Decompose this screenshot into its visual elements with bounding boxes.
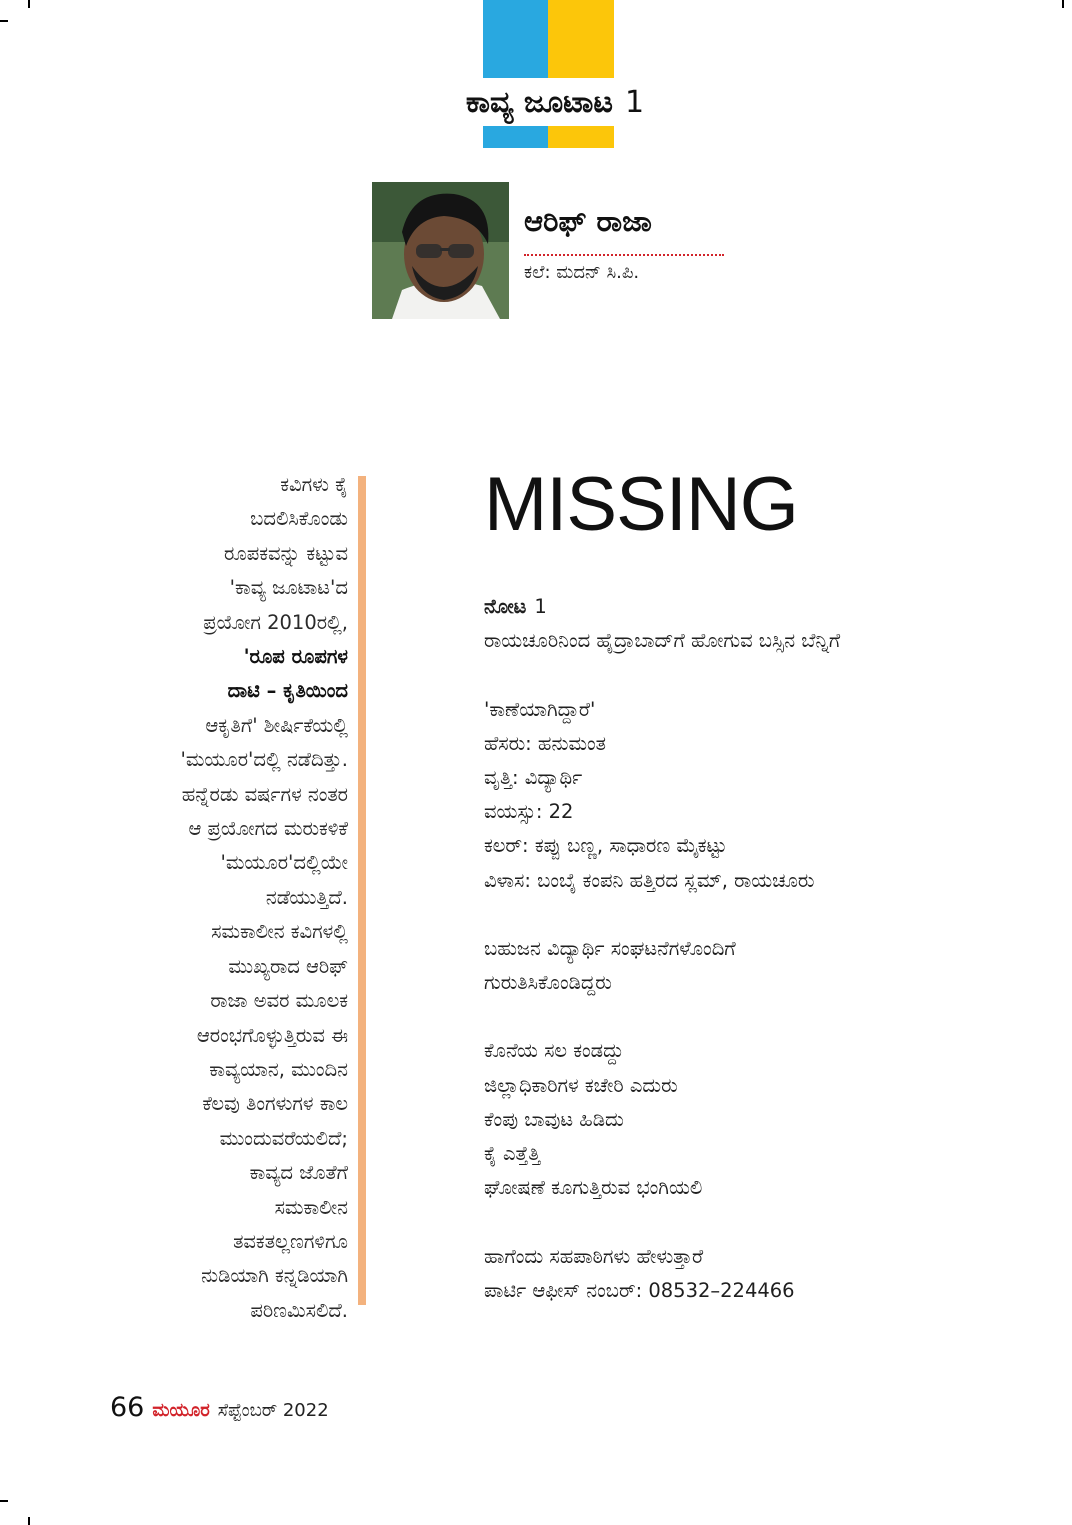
intro-line: ಕಾವ್ಯಯಾನ, ಮುಂದಿನ <box>209 1057 348 1081</box>
series-title <box>410 78 700 126</box>
crop-mark <box>28 0 30 8</box>
intro-line: ಆಕೃತಿಗೆ' ಶೀರ್ಷಿಕೆಯಲ್ಲಿ <box>205 713 348 737</box>
intro-line: 'ಕಾವ್ಯ ಜೂಟಾಟ'ದ <box>229 576 348 600</box>
crop-mark <box>0 20 8 22</box>
crop-mark <box>0 1500 8 1502</box>
intro-line: ರಾಜಾ ಅವರ ಮೂಲಕ <box>210 989 348 1013</box>
intro-line: ದಾಟಿ – ಕೃತಿಯಿಂದ <box>227 679 348 703</box>
artist-credit: ಕಲೆ: ಮದನ್ ಸಿ.ಪಿ. <box>524 262 640 283</box>
poem-line: ಪಾರ್ಟಿ ಆಫೀಸ್ ನಂಬರ್: 08532–224466 <box>484 1278 795 1302</box>
intro-line: ಆ ಪ್ರಯೋಗದ ಮರುಕಳಿಕೆ <box>188 817 348 841</box>
intro-line: ಬದಲಿಸಿಕೊಂಡು <box>250 507 348 531</box>
page-footer <box>110 1392 329 1423</box>
poem-body <box>484 590 1044 1308</box>
poem-line: ಘೋಷಣೆ ಕೂಗುತ್ತಿರುವ ಭಂಗಿಯಲಿ <box>484 1176 703 1200</box>
poem-line: ಕಲರ್: ಕಪ್ಪು ಬಣ್ಣ, ಸಾಧಾರಣ ಮೈಕಟ್ಟು <box>484 834 727 858</box>
intro-line: ಸಮಕಾಲೀನ ಕವಿಗಳಲ್ಲಿ <box>211 920 348 944</box>
author-divider <box>524 254 724 256</box>
intro-line: ಕವಿಗಳು ಕೈ <box>280 473 348 496</box>
intro-line: ನುಡಿಯಾಗಿ ಕನ್ನಡಿಯಾಗಿ <box>201 1264 348 1288</box>
poem-line: ವಯಸ್ಸು: 22 <box>484 800 574 824</box>
magazine-name: ಮಯೂರ <box>152 1400 210 1421</box>
intro-line: 'ರೂಪ ರೂಪಗಳ <box>243 645 348 669</box>
intro-line: 'ಮಯೂರ'ದಲ್ಲಿ ನಡೆದಿತ್ತು. <box>180 748 348 772</box>
stanza-break <box>484 658 1044 692</box>
poem-title: MISSING <box>484 462 798 547</box>
intro-line: ಪ್ರಯೋಗ 2010ರಲ್ಲಿ, <box>203 610 348 634</box>
poem-line: ಜಿಲ್ಲಾಧಿಕಾರಿಗಳ ಕಚೇರಿ ಎದುರು <box>484 1073 678 1097</box>
poem-line: 'ಕಾಣೆಯಾಗಿದ್ದಾರೆ' <box>484 697 596 721</box>
intro-line: ರೂಪಕವನ್ನು ಕಟ್ಟುವ <box>223 541 348 565</box>
intro-line: ಮುಖ್ಯರಾದ ಆರಿಫ್ <box>228 954 348 978</box>
poem-line: ಕೊನೆಯ ಸಲ ಕಂಡದ್ದು <box>484 1039 624 1063</box>
crop-mark <box>1062 0 1064 8</box>
poem-subhead <box>484 590 1044 624</box>
series-title-text: ಕಾವ್ಯ ಜೂಟಾಟ <box>465 84 613 120</box>
poem-line: ಬಹುಜನ ವಿದ್ಯಾರ್ಥಿ ಸಂಘಟನೆಗಳೊಂದಿಗೆ <box>484 936 736 960</box>
intro-line: ಪರಿಣಮಿಸಲಿದೆ. <box>250 1298 348 1322</box>
author-name: ಆರಿಫ್ ರಾಜಾ <box>524 204 652 238</box>
intro-line: ನಡೆಯುತ್ತಿದೆ. <box>265 885 348 909</box>
poem-line: ಕೈ ಎತ್ತೆತ್ತಿ <box>484 1142 541 1165</box>
intro-line: ತವಕತಲ್ಲಣಗಳಿಗೂ <box>233 1229 348 1253</box>
intro-line: ಕಾವ್ಯದ ಜೊತೆಗೆ <box>249 1161 348 1185</box>
intro-column <box>70 468 348 1328</box>
issue-date: ಸೆಪ್ಟೆಂಬರ್ 2022 <box>217 1400 329 1421</box>
intro-line: ಆರಂಭಗೊಳ್ಳುತ್ತಿರುವ ಈ <box>196 1023 348 1047</box>
poem-line: ವೃತ್ತಿ: ವಿದ್ಯಾರ್ಥಿ <box>484 765 583 789</box>
intro-line: ಹನ್ನೆರಡು ವರ್ಷಗಳ ನಂತರ <box>181 782 348 806</box>
poem-line: ಗುರುತಿಸಿಕೊಂಡಿದ್ದರು <box>484 971 612 995</box>
poem-line: ಹಾಗೆಂದು ಸಹಪಾಠಿಗಳು ಹೇಳುತ್ತಾರೆ <box>484 1244 704 1268</box>
poem-line: ರಾಯಚೂರಿನಿಂದ ಹೈದ್ರಾಬಾದ್‌ಗೆ ಹೋಗುವ ಬಸ್ಸಿನ ಬೆನ್ನಿಗೆ <box>484 629 841 653</box>
series-number: 1 <box>624 84 645 120</box>
author-photo <box>372 182 509 319</box>
poem-line: ಹೆಸರು: ಹನುಮಂತ <box>484 731 607 755</box>
intro-accent-bar <box>358 476 366 1305</box>
poem-line: ಕೆಂಪು ಬಾವುಟ ಹಿಡಿದು <box>484 1107 624 1131</box>
stanza-break <box>484 1205 1044 1239</box>
stanza-break <box>484 1000 1044 1034</box>
intro-line: ಮುಂದುವರೆಯಲಿದೆ; <box>219 1126 348 1150</box>
poem-subhead-label: ನೋಟ <box>484 595 527 618</box>
crop-mark <box>28 1517 30 1525</box>
poem-subhead-number: 1 <box>534 595 547 618</box>
intro-line: 'ಮಯೂರ'ದಲ್ಲಿಯೇ <box>220 851 348 875</box>
intro-line: ಸಮಕಾಲೀನ <box>274 1195 348 1219</box>
poem-line: ವಿಳಾಸ: ಬಂಬೈ ಕಂಪನಿ ಹತ್ತಿರದ ಸ್ಲಮ್, ರಾಯಚೂರು <box>484 868 815 892</box>
stanza-break <box>484 898 1044 932</box>
intro-line: ಕೆಲವು ತಿಂಗಳುಗಳ ಕಾಲ <box>202 1092 348 1116</box>
page-number: 66 <box>110 1392 145 1423</box>
